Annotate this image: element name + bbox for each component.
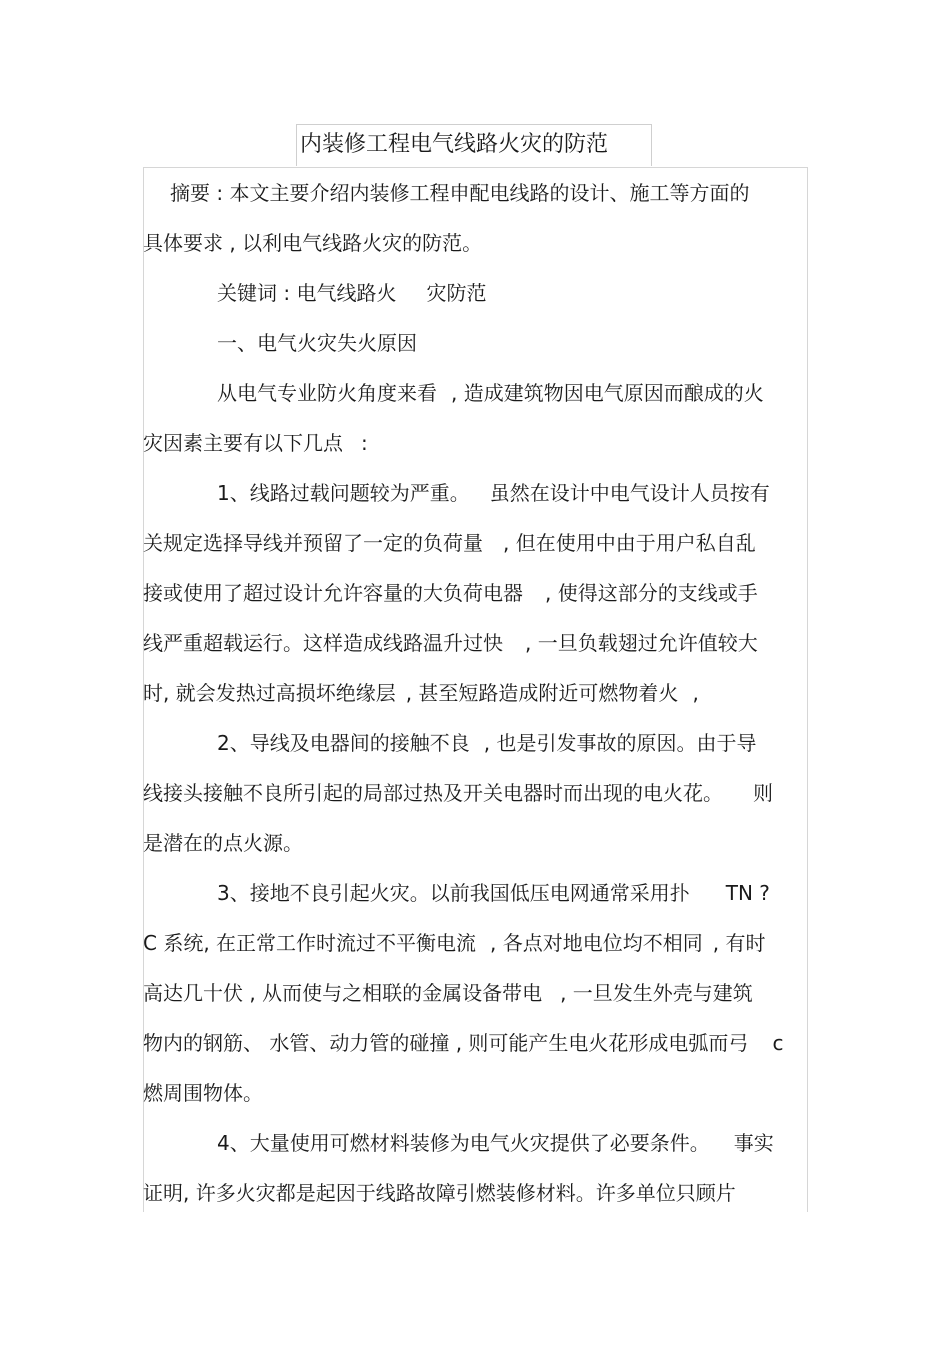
paragraph-line: 线严重超载运行。这样造成线路温升过快 , 一旦负载翅过允许值较大 xyxy=(143,631,758,655)
paragraph-line: 2、导线及电器间的接触不良 , 也是引发事故的原因。由于导 xyxy=(217,731,757,755)
abstract-line-1: 摘要 : 本文主要介绍内装修工程申配电线路的设计、施工等方面的 xyxy=(170,181,750,205)
section-heading: 一、电气火灾失火原因 xyxy=(217,331,417,355)
paragraph-line: 3、接地不良引起火灾。以前我国低压电网通常采用扑 TN ? xyxy=(217,881,770,905)
paragraph-line: 线接头接触不良所引起的局部过热及开关电器时而出现的电火花。 则 xyxy=(143,781,773,805)
paragraph-line: 从电气专业防火角度来看 , 造成建筑物因电气原因而酿成的火 xyxy=(217,381,764,405)
abstract-line-2: 具体要求 , 以利电气线路火灾的防范。 xyxy=(143,231,483,255)
paragraph-line: 灾因素主要有以下几点 : xyxy=(143,431,368,455)
paragraph-line: 高达几十伏 , 从而使与之相联的金属设备带电 , 一旦发生外壳与建筑 xyxy=(143,981,753,1005)
paragraph-line: 关规定选择导线并预留了一定的负荷量 , 但在使用中由于用户私自乱 xyxy=(143,531,756,555)
paragraph-line: 4、大量使用可燃材料装修为电气火灾提供了必要条件。 事实 xyxy=(217,1131,774,1155)
paragraph-line: 时, 就会发热过高损坏绝缘层 , 甚至短路造成附近可燃物着火 , xyxy=(143,681,699,705)
paragraph-line: 物内的钢筋、 水管、动力管的碰撞 , 则可能产生电火花形成电弧而弓 c xyxy=(143,1031,784,1055)
paragraph-line: 接或使用了超过设计允许容量的大负荷电器 , 使得这部分的支线或手 xyxy=(143,581,758,605)
document-title: 内装修工程电气线路火灾的防范 xyxy=(300,132,609,157)
paragraph-line: 燃周围物体。 xyxy=(143,1081,263,1105)
paragraph-line: 1、线路过载问题较为严重。 虽然在设计中电气设计人员按有 xyxy=(217,481,770,505)
paragraph-line: C 系统, 在正常工作时流过不平衡电流 , 各点对地电位均不相同 , 有时 xyxy=(143,931,766,955)
keywords-line: 关键词 : 电气线路火 灾防范 xyxy=(217,281,487,305)
paragraph-line: 是潜在的点火源。 xyxy=(143,831,303,855)
paragraph-line: 证明, 许多火灾都是起因于线路故障引燃装修材料。许多单位只顾片 xyxy=(143,1181,736,1205)
